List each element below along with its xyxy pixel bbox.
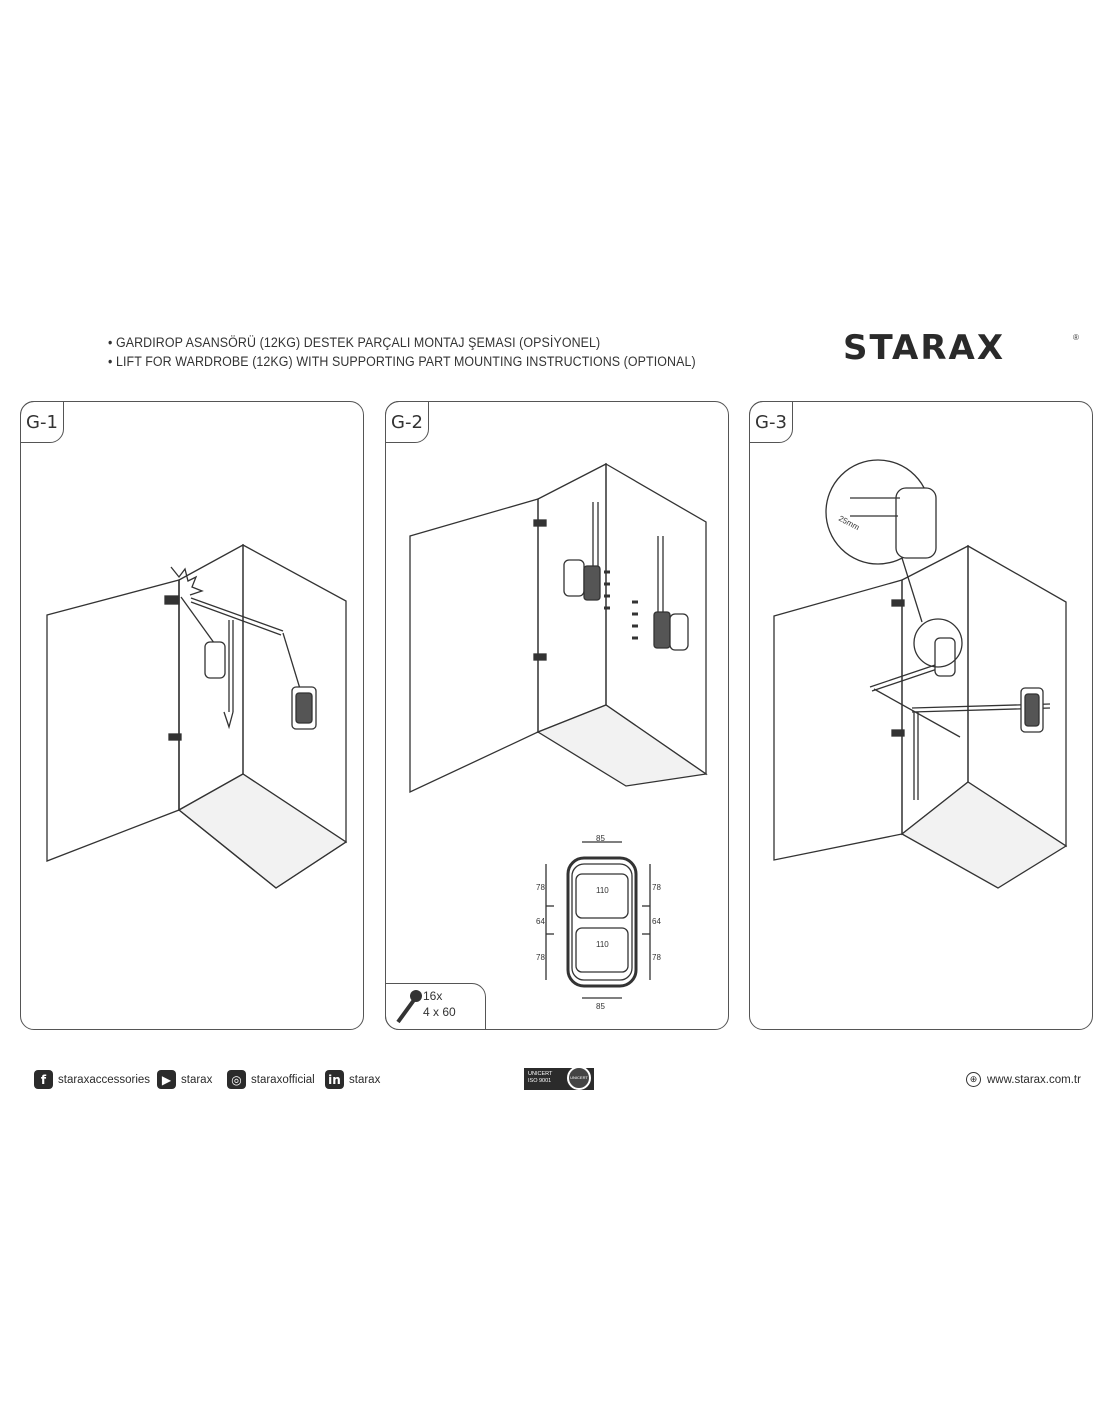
panel-label-g3: G-3 (749, 401, 793, 443)
cert-standard: ISO 9001 (528, 1078, 552, 1084)
footer-website[interactable] (966, 1072, 1081, 1087)
facebook-icon: f (34, 1070, 53, 1089)
instagram-handle: staraxofficial (251, 1073, 315, 1086)
facebook-handle: staraxaccessories (58, 1073, 151, 1086)
dim-left-top: 78 (536, 883, 545, 892)
footer-facebook[interactable] (34, 1070, 150, 1089)
panel-label-g2: G-2 (385, 401, 429, 443)
dim-right-bottom: 78 (652, 953, 661, 962)
screw-quantity: 16x (423, 989, 443, 1003)
dim-bottom-width: 85 (596, 1002, 605, 1011)
header-line-en: • LIFT FOR WARDROBE (12KG) WITH SUPPORTING PART MOUNTING INSTRUCTIONS (OPTIONAL) (108, 352, 696, 371)
website-url: www.starax.com.tr (987, 1073, 1081, 1086)
dim-left-bottom: 78 (536, 953, 545, 962)
footer-youtube[interactable] (157, 1070, 212, 1089)
panel-g3 (749, 401, 1093, 1030)
panel-g1 (20, 401, 364, 1030)
dim-top-width: 85 (596, 834, 605, 843)
registered-mark: ® (1073, 333, 1079, 342)
mounting-plate-drawing (546, 842, 650, 998)
footer-linkedin[interactable] (325, 1070, 380, 1089)
youtube-handle: starax (181, 1073, 213, 1086)
screw-icon (390, 988, 424, 1028)
linkedin-icon: in (325, 1070, 344, 1089)
panel-label-g1: G-1 (20, 401, 64, 443)
diagram-g1 (21, 402, 365, 1031)
screw-size: 4 x 60 (423, 1005, 456, 1019)
footer-instagram[interactable] (227, 1070, 315, 1089)
diagram-g2 (386, 402, 730, 1031)
diagram-g3 (750, 402, 1094, 1031)
dim-right-mid: 64 (652, 917, 661, 926)
dim-left-mid: 64 (536, 917, 545, 926)
dim-right-top: 78 (652, 883, 661, 892)
certification-badge (524, 1068, 594, 1090)
youtube-icon: ▶ (157, 1070, 176, 1089)
header-line-tr: • GARDIROP ASANSÖRÜ (12KG) DESTEK PARÇALI MONTAJ ŞEMASI (OPSİYONEL) (108, 333, 696, 352)
header-instructions (108, 333, 696, 371)
screw-spec (385, 983, 486, 1030)
cert-seal-icon: UNICERT (567, 1066, 591, 1090)
instagram-icon: ◎ (227, 1070, 246, 1089)
dim-inner-top: 110 (596, 886, 609, 895)
dim-inner-bottom: 110 (596, 940, 609, 949)
panel-g2 (385, 401, 729, 1030)
globe-icon: ⊕ (966, 1072, 981, 1087)
cert-name: UNICERT (528, 1071, 553, 1077)
linkedin-handle: starax (349, 1073, 381, 1086)
detail-25mm: 25mm (837, 513, 861, 533)
brand-logo: STARAX (843, 328, 1006, 368)
